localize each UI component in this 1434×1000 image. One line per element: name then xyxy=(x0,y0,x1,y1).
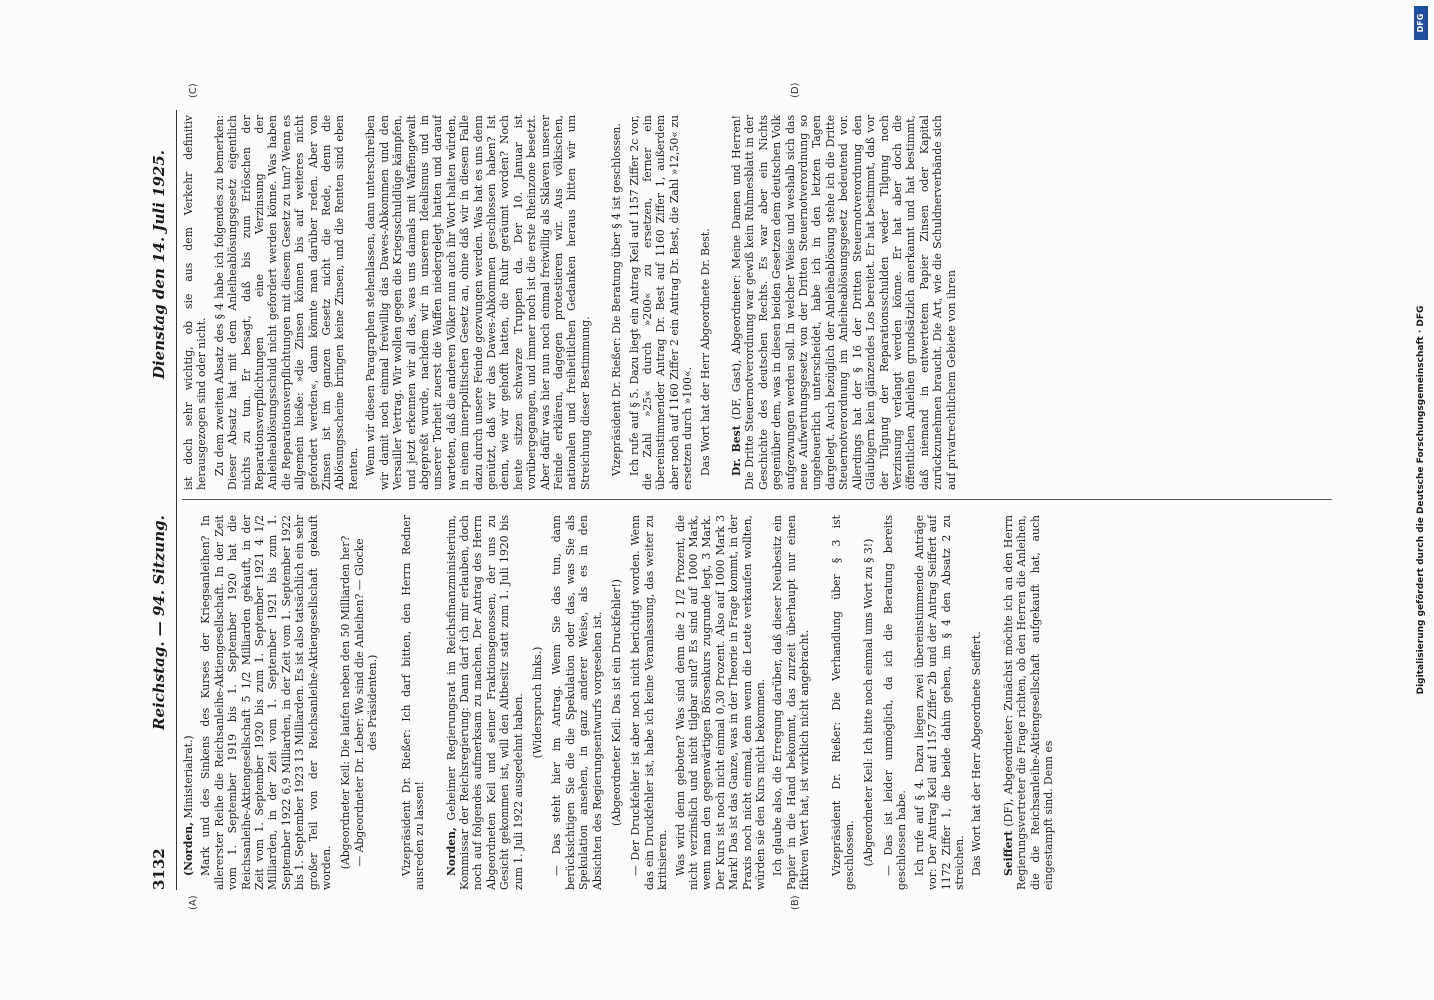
paragraph-gap xyxy=(596,115,610,490)
paragraph xyxy=(182,115,209,490)
paragraph-text: Das Wort hat der Herr Abgeordnete Seiffert. xyxy=(970,631,984,876)
paragraph xyxy=(199,515,333,890)
page-header xyxy=(150,110,174,890)
paragraph-text: Ich rufe auf § 5. Dazu liegt ein Antrag Keil auf 1157 Ziffer 2c vor, die Zahl »25« durch »200« zu ersetzen, ferner ein übereinstimmender Antrag Dr. Best auf 1160 Ziffer 1, außerdem aber noch auf 1160 Ziffer 2 ein Antrag Dr. Best, die Zahl »12,50« zu ersetzen durch »100«. xyxy=(627,115,695,490)
paragraph-text: Was wird denn geboten? Was sind denn die 2 1/2 Prozent, die nicht verzinslich und nicht tilgbar sind? Es sind auf 1000 Mark, wenn man den gegenwärtigen Börsenkurs zugrunde legt, 3 Mark. Der Kurs ist noch nicht einmal 0,30 Prozent. Also auf 1000 Mark 3 Mark! Das ist das Ganze, was in der Theorie in Frage kommt, in der Praxis noch nicht einmal, denn wenn die Leute verkaufen wollten, würden sie den Kurs nicht bekommen. xyxy=(673,515,768,890)
paragraph xyxy=(1002,515,1056,890)
margin-mark-d: (D) xyxy=(790,82,801,98)
paragraph-text: ist doch sehr wichtig, ob sie aus dem Verkehr definitiv herausgezogen sind oder nicht. xyxy=(182,115,209,490)
paragraph xyxy=(400,515,427,890)
paragraph-text: Vizepräsident Dr. Rießer: Die Verhandlung über § 3 ist geschlossen. xyxy=(829,515,857,890)
paragraph-text: (Abgeordneter Keil: Das ist ein Druckfehler!) xyxy=(609,579,623,826)
paragraph-text: Das Wort hat der Herr Abgeordnete Dr. Best. xyxy=(698,228,712,476)
margin-mark-b: (B) xyxy=(790,895,801,910)
paragraph xyxy=(628,115,695,490)
dfg-logo-text: DFG xyxy=(1416,13,1425,33)
paragraph-text: (DF), Abgeordneter: Zunächst möchte ich an den Herrn Regierungsvertreter die Frage richten, ob den Herren die Anleihen, die die Reichsanleihe-Aktiengesellschaft aufgekauft hat, auch eingestampft sind. Denn es xyxy=(1001,515,1055,890)
paragraph xyxy=(913,515,967,890)
paragraph-text: Vizepräsident Dr. Rießer: Ich darf bitten, den Herrn Redner ausreden zu lassen! xyxy=(399,515,427,890)
paragraph-text: — Der Druckfehler ist aber noch nicht berichtigt worden. Wenn das ein Druckfehler ist, habe ich keine Veranlassung, das weiter zu kritisieren. xyxy=(629,515,670,890)
paragraph-gap xyxy=(988,515,1002,890)
interjection xyxy=(339,533,379,872)
dfg-logo xyxy=(1414,6,1428,40)
paragraph xyxy=(674,515,768,890)
header-date: Dienstag den 14. Juli 1925. xyxy=(150,150,168,380)
page-number: 3132 xyxy=(150,848,168,890)
margin-mark-c: (C) xyxy=(188,83,199,98)
paragraph xyxy=(699,115,712,490)
paragraph-gap xyxy=(716,115,730,490)
header-title: Reichstag. — 94. Sitzung. xyxy=(150,515,168,730)
paragraph-text: (DF, Gast), Abgeordneter: Meine Damen und Herren! Die Dritte Steuernotverordnung war gewiß kein Ruhmesblatt in der Geschichte des deutschen Rechts. Es war aber ein Nichts gegenüber dem, was in diesen beiden Gesetzen dem deutschen Volk aufgezwungen werden soll. In welcher Weise und weshalb sich das neue Aufwertungsgesetz von der Dritten Steuernotverordnung so ungeheuerlich unterscheidet, habe ich in den letzten Tagen dargelegt. Auch bezüglich der Anleiheablösung stehe ich die Dritte Steuernotverordnung im Anleiheablösungsgesetz bedeutend vor. Allerdings hat der § 16 der Dritten Steuernotverordnung den Gläubigern kein glänzendes Los bereitet. Er hat bestimmt, daß vor der Tilgung der Reparationsschulden weder Tilgung noch Verzinsung verlangt werden könne. Er hat aber doch die öffentlichen Anleihen grundsätzlich anerkannt und hat bestimmt, daß niemand in entwertetem Papier Zinsen oder Kapital zurückzunehmen braucht. Die Art, wie die Schuldnerverbände sich auf privatrechtlichem Gebiete von ihren xyxy=(730,115,958,490)
paragraph-text: Ich rufe auf § 4. Dazu liegen zwei übereinstimmende Anträge vor: Der Antrag Keil auf 1157 Ziffer 2b und der Antrag Seiffert auf 1172 Ziffer 1, die beide dahin gehen, im § 4 den Absatz 2 zu streichen. xyxy=(912,515,966,890)
column-divider xyxy=(182,499,1332,500)
paragraph xyxy=(882,515,909,890)
paragraph-text: — Das ist leider unmöglich, da ich die Beratung bereits geschlossen habe. xyxy=(881,515,909,890)
paragraph xyxy=(182,515,195,890)
interjection xyxy=(610,533,623,872)
header-rule xyxy=(176,110,177,890)
interjection xyxy=(531,533,544,872)
speaker-name: Seiffert xyxy=(1001,830,1015,876)
paragraph-gap xyxy=(816,515,830,890)
paragraph-text: Ich glaube also, die Erregung darüber, daß dieser Neubesitz ein Papier in die Hand bekommt, das zurzeit überhaupt nur einen fiktiven Wert hat, ist wirklich nicht angebracht. xyxy=(771,515,812,890)
speaker-name: (Norden, xyxy=(182,822,195,876)
sidebar-credit xyxy=(1414,10,1428,990)
speaker-name: Norden, xyxy=(444,827,458,876)
left-column xyxy=(182,515,1332,890)
paragraph-text: Vizepräsident Dr. Rießer: Die Beratung über § 4 ist geschlossen. xyxy=(610,123,624,476)
speaker-name: Dr. Best xyxy=(730,425,744,476)
paragraph xyxy=(771,515,811,890)
paragraph xyxy=(730,115,958,490)
paragraph-gap xyxy=(431,515,445,890)
sidebar-credit-text: Digitalisierung gefördert durch die Deutsche Forschungsgemeinschaft · DFG xyxy=(1416,305,1426,695)
paragraph-text: Zu dem zweiten Absatz des § 4 habe ich folgendes zu bemerken: Dieser Absatz hat mit dem Anleiheablösungsgesetz eigentlich nichts zu tun. Er besagt, daß bis zum Erlöschen der Reparationsverpflichtungen eine Verzinsung der Anleiheablösungsschuld nicht gefordert werden könne. Was haben die Reparationsverpflichtungen mit diesem Gesetz zu tun? Wenn es allgemein hieße: »die Zinsen können bis auf weiteres nicht gefordert werden«, dann könnte man darüber reden. Aber von Zinsen ist im ganzen Gesetz nicht die Rede, denn die Ablösungsscheine bringen keine Zinsen, und die Renten sind eben Renten. xyxy=(212,115,360,490)
document-page xyxy=(70,70,1360,930)
paragraph-text: Wenn wir diesen Paragraphen stehenlassen, dann unterschreiben wir damit noch einmal freiwillig das Dawes-Abkommen und den Versailler Vertrag. Wir wollen gegen die Kriegsschuldlüge kämpfen, und jetzt erkennen wir all das, was uns damals mit Waffengewalt abgepreßt wurde, nachdem wir in unserem Idealismus und in unserer Torheit zuerst die Waffen niedergelegt hatten und darauf warteten, daß die anderen Völker nun auch ihr Wort halten würden, in einem innerpolitischen Gesetz an, ohne daß wir in diesem Falle dazu durch unsere Feinde gezwungen werden. Was hat es uns denn genützt, daß wir das Dawes-Abkommen geschlossen haben? Ist denn, wie wir gehofft hatten, die Ruhr geräumt worden? Noch heute sitzen schwarze Truppen da. Der 10. Januar ist vorübergegangen, und immer noch ist die erste Rheinzone besetzt. Aber dafür was hier nun noch einmal freiwillig als Sklaven unserer Feinde erklären, dagegen protestieren wir. Aus völkischen, nationalen und freiheitlichen Gedanken heraus bitten wir um Streichung dieser Bestimmung. xyxy=(364,115,592,490)
paragraph-text: (Abgeordneter Keil: Die laufen neben den 50 Milliarden her? — Abgeordneter Dr. Leber: Wo sind die Anleihen? — Glocke des Präsidenten.) xyxy=(339,535,380,870)
paragraph xyxy=(550,515,604,890)
paragraph-text: — Das steht hier im Antrag. Wenn Sie das tun, dann berücksichtigen Sie die die Spekulation oder das, was Sie als Spekulation ansehen, in ganz anderer Weise, als es in den Absichten des Regierungsentwurfs vorgesehen ist. xyxy=(550,515,604,890)
paragraph-text: Ministerialrat.) xyxy=(182,735,195,823)
paragraph-text: (Abgeordneter Keil: Ich bitte noch einmal ums Wort zu § 3!) xyxy=(862,538,876,867)
paragraph-text: Mark und des Sinkens des Kurses der Kriegsanleihen? In allererster Reihe die Reichsanleihe-Aktiengesellschaft. In der Zeit vom 1. September 1919 bis 1. September 1920 hat die Reichsanleihe-Aktiengesellschaft 5 1/2 Milliarden gekauft, in der Zeit vom 1. September 1920 bis zum 1. September 1921 4 1/2 Milliarden, in der Zeit vom 1. September 1921 bis zum 1. September 1922 6,9 Milliarden, in der Zeit vom 1. September 1922 bis 1. September 1923 13 Milliarden. Es ist also tatsächlich ein sehr großer Teil von der Reichsanleihe-Aktiengesellschaft gekauft worden. xyxy=(199,515,334,890)
right-column xyxy=(182,115,1332,490)
paragraph xyxy=(629,515,669,890)
paragraph xyxy=(213,115,360,490)
paragraph xyxy=(610,115,623,490)
margin-mark-a: (A) xyxy=(188,895,199,910)
paragraph xyxy=(364,115,592,490)
paragraph-text: Geheimer Regierungsrat im Reichsfinanzministerium, Kommissar der Reichsregierung: Dann darf ich mir erlauben, doch noch auf folgendes aufmerksam zu machen. Der Antrag des Herrn Abgeordneten Keil und seiner Fraktionsgenossen, der uns zu Gesicht gekommen ist, will den Altbesitz statt zum 1. Juli 1920 bis zum 1. Juli 1922 ausgedehnt haben. xyxy=(444,515,525,890)
paragraph xyxy=(830,515,857,890)
paragraph xyxy=(445,515,525,890)
paragraph xyxy=(970,515,983,890)
interjection xyxy=(862,533,875,872)
rotated-page-content xyxy=(70,70,1360,930)
paragraph-text: (Widerspruch links.) xyxy=(530,646,544,759)
paragraph-gap xyxy=(386,515,400,890)
